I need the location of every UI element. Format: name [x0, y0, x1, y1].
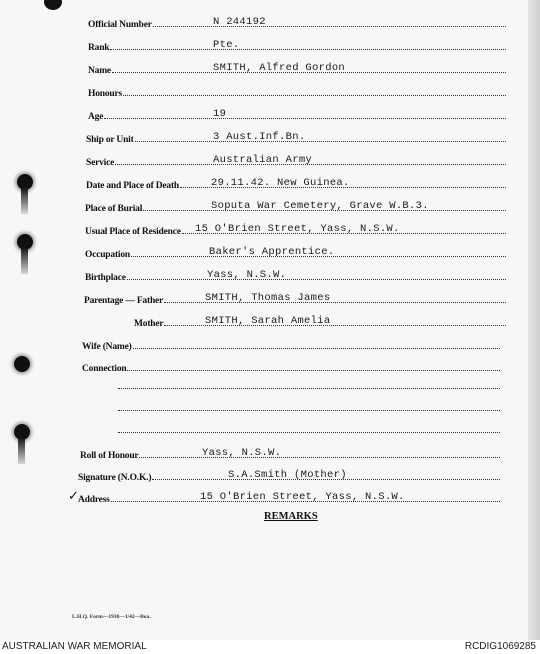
footer-institution: AUSTRALIAN WAR MEMORIAL [2, 641, 147, 652]
service-row [86, 152, 506, 168]
name-row [88, 60, 506, 76]
occupation-row [85, 244, 506, 260]
punch-hole-icon [17, 234, 33, 250]
rank-value: Pte. [213, 39, 240, 51]
punch-hole-icon [17, 174, 33, 190]
parentage-father-row [84, 290, 506, 306]
signature-value: S.A.Smith (Mother) [228, 469, 347, 481]
date-place-of-death-value: 29.11.42. New Guinea. [211, 177, 350, 189]
wife-label: Wife (Name) [82, 342, 132, 352]
footer-reference-id: RCDIG1069285 [464, 641, 536, 652]
address-row [78, 489, 500, 505]
date-place-of-death-row [86, 175, 506, 191]
place-of-burial-row [85, 198, 506, 214]
occupation-label: Occupation [85, 250, 130, 260]
name-label: Name [88, 66, 111, 76]
name-value: SMITH, Alfred Gordon [213, 62, 346, 74]
parentage-father-value: SMITH, Thomas James [205, 292, 331, 304]
ship-or-unit-value: 3 Aust.Inf.Bn. [213, 131, 306, 143]
parentage-mother-row [134, 313, 506, 329]
occupation-value: Baker's Apprentice. [209, 246, 335, 258]
form-code: L.H.Q. Form—1930—1/42—Boa. [72, 614, 151, 620]
connection-line [118, 388, 500, 389]
parentage-mother-value: SMITH, Sarah Amelia [205, 315, 331, 327]
place-of-burial-label: Place of Burial [85, 204, 143, 214]
usual-residence-value: 15 O'Brien Street, Yass, N.S.W. [195, 223, 400, 235]
punch-hole-icon [14, 356, 30, 372]
wife-row [82, 336, 500, 352]
honours-row [88, 83, 506, 99]
usual-residence-row [85, 221, 506, 237]
official-number-value: N 244192 [213, 16, 266, 28]
age-row [88, 106, 506, 122]
official-number-row [88, 14, 506, 30]
parentage-father-label: Parentage — Father [84, 296, 164, 306]
parentage-mother-label: Mother [134, 319, 164, 329]
age-label: Age [88, 112, 104, 122]
remarks-heading: REMARKS [264, 511, 318, 522]
age-value: 19 [213, 108, 227, 120]
birthplace-label: Birthplace [85, 273, 126, 283]
connection-row [82, 358, 500, 374]
signature-label: Signature (N.O.K.) [78, 473, 152, 483]
roll-of-honour-value: Yass, N.S.W. [202, 447, 282, 459]
official-number-label: Official Number [88, 20, 152, 30]
punch-hole-icon [14, 424, 30, 440]
date-place-of-death-label: Date and Place of Death [86, 181, 180, 191]
card-edge [528, 0, 540, 640]
place-of-burial-value: Soputa War Cemetery, Grave W.B.3. [211, 200, 429, 212]
honours-label: Honours [88, 89, 122, 99]
ink-blot [44, 0, 62, 10]
rank-label: Rank [88, 43, 110, 53]
usual-residence-label: Usual Place of Residence [85, 227, 181, 237]
archive-footer [0, 640, 540, 654]
address-label: Address [78, 495, 110, 505]
tick-mark-icon: ✓ [68, 488, 79, 503]
roll-of-honour-row [80, 445, 500, 461]
connection-label: Connection [82, 364, 127, 374]
birthplace-value: Yass, N.S.W. [207, 269, 287, 281]
service-value: Australian Army [213, 154, 313, 166]
connection-line [118, 410, 500, 411]
roll-of-honour-label: Roll of Honour [80, 451, 139, 461]
ship-or-unit-row [86, 129, 506, 145]
ship-or-unit-label: Ship or Unit [86, 135, 134, 145]
connection-line [118, 432, 500, 433]
birthplace-row [85, 267, 506, 283]
address-value: 15 O'Brien Street, Yass, N.S.W. [200, 491, 405, 503]
rank-row [88, 37, 506, 53]
service-label: Service [86, 158, 115, 168]
signature-row [78, 467, 500, 483]
